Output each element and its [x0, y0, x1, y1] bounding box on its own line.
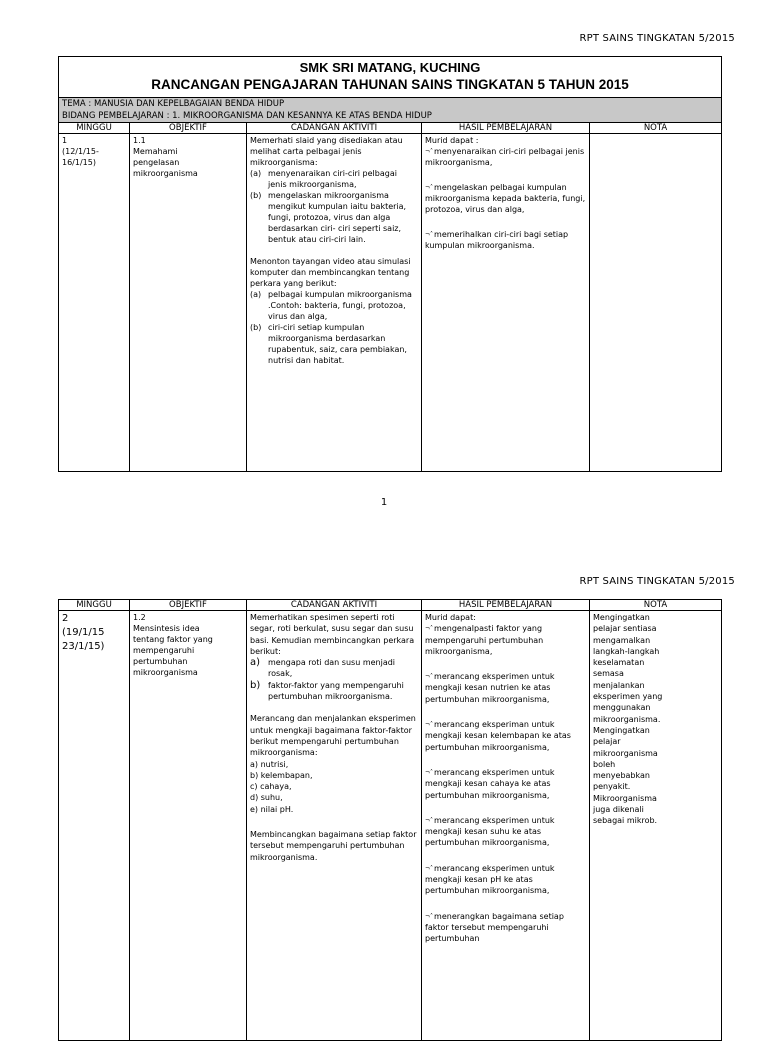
week2-objektif-no: 1.2 — [133, 613, 146, 622]
list-item: ¬˄mengenalpasti faktor yang mempengaruhi pertumbuhan mikroorganisma, — [425, 624, 544, 656]
plan-table-page-2 — [58, 599, 722, 1041]
week2-dates: (19/1/15 23/1/15) — [62, 627, 105, 652]
week2-aktiviti-list1 — [250, 657, 418, 702]
school-name: SMK SRI MATANG, KUCHING — [299, 60, 481, 75]
week2-minggu-cell — [59, 611, 130, 1041]
week1-aktiviti-list2 — [250, 289, 418, 366]
week2-aktiviti-cell — [247, 611, 422, 1041]
bullet-icon: ¬˄ — [425, 816, 434, 824]
week2-nota-cell — [590, 611, 722, 1041]
week2-nota-text: Mengingatkan pelajar sentiasa mengamalkan langkah-langkah keselamatan semasa menjalankan eksperimen yang menggunakan mikroorganisma. Mengingatkan pelajar mikroorganisma boleh menyebabkan penyakit. Mikroorganisma juga dikenali sebagai mikrob. — [593, 613, 663, 826]
list-item: ¬˄merancang eksperimen untuk mengkaji kesan suhu ke atas pertumbuhan mikroorganisma, — [425, 815, 555, 848]
week1-hasil-cell — [422, 134, 590, 472]
list-item: b) faktor-faktor yang mempengaruhi pertumbuhan mikroorganisma. — [250, 679, 404, 702]
week1-dates: (12/1/15-16/1/15) — [62, 147, 99, 167]
bullet-icon: ¬˄ — [425, 148, 434, 155]
plan-title: RANCANGAN PENGAJARAN TAHUNAN SAINS TINGKATAN 5 TAHUN 2015 — [151, 77, 629, 92]
week1-aktiviti-intro2: Menonton tayangan video atau simulasi komputer dan membincangkan tentang perkara yang berikut: — [250, 257, 411, 288]
list-item: b) kelembapan, — [250, 770, 313, 780]
bullet-icon: ¬˄ — [425, 231, 434, 238]
list-item: a) mengapa roti dan susu menjadi rosak, — [250, 657, 396, 679]
week1-aktiviti-list1 — [250, 168, 418, 245]
table-row-week-2 — [59, 611, 722, 1041]
week1-aktiviti-cell — [247, 134, 422, 472]
col-aktiviti: CADANGAN AKTIVITI — [247, 600, 422, 611]
list-item: ¬˄merancang eksperimen untuk mengkaji kesan nutrien ke atas pertumbuhan mikroorganisma, — [425, 672, 555, 704]
column-header-row — [59, 600, 722, 611]
bullet-icon: ¬˄ — [425, 673, 434, 681]
col-nota: NOTA — [590, 600, 722, 611]
col-objektif: OBJEKTIF — [130, 123, 247, 134]
page-header-2: RPT SAINS TINGKATAN 5/2015 — [579, 576, 735, 587]
list-item: ¬˄merancang eksperimen untuk mengkaji kesan pH ke atas pertumbuhan mikroorganisma, — [425, 863, 555, 896]
col-nota: NOTA — [590, 123, 722, 134]
week2-aktiviti-intro3: Membincangkan bagaimana setiap faktor tersebut mempengaruhi pertumbuhan mikroorganisma. — [250, 830, 417, 862]
list-item: ¬˄menerangkan bagaimana setiap faktor tersebut mempengaruhi pertumbuhan — [425, 911, 564, 944]
list-item: e) nilai pH. — [250, 804, 294, 814]
col-aktiviti: CADANGAN AKTIVITI — [247, 123, 422, 134]
list-item: ¬˄mengelaskan pelbagai kumpulan mikroorganisma kepada bakteria, fungi, protozoa, virus dan alga, — [425, 183, 586, 214]
document-title — [59, 57, 722, 98]
bullet-icon: ¬˄ — [425, 184, 434, 191]
list-item: (b) mengelaskan mikroorganisma mengikut kumpulan iaitu bakteria, fungi, protozoa, virus dan alga berdasarkan ciri- ciri seperti saiz, bentuk atau ciri-ciri lain. — [250, 191, 407, 244]
week1-minggu-cell — [59, 134, 130, 472]
bidang-row: BIDANG PEMBELAJARAN : 1. MIKROORGANISMA DAN KESANNYA KE ATAS BENDA HIDUP — [59, 110, 722, 123]
table-row-week-1 — [59, 134, 722, 472]
col-minggu: MINGGU — [59, 600, 130, 611]
list-item: a) nutrisi, — [250, 759, 289, 769]
week1-objektif-text: Memahami pengelasan mikroorganisma — [133, 147, 198, 178]
list-item: d) suhu, — [250, 793, 283, 803]
plan-table-page-1 — [58, 56, 722, 472]
week1-nota-cell — [590, 134, 722, 472]
col-objektif: OBJEKTIF — [130, 600, 247, 611]
week1-aktiviti-intro1: Memerhati slaid yang disediakan atau melihat carta pelbagai jenis mikroorganisma: — [250, 136, 403, 167]
bullet-icon: ¬˄ — [425, 912, 434, 920]
page-number: 1 — [380, 497, 388, 508]
week2-hasil-intro: Murid dapat: — [425, 613, 476, 622]
week2-aktiviti-intro1: Memerhatikan spesimen seperti roti segar, roti berkulat, susu segar dan susu basi. Kemudian membincangkan perkara berikut: — [250, 613, 415, 656]
bullet-icon: ¬˄ — [425, 864, 434, 872]
bullet-icon: ¬˄ — [425, 721, 434, 729]
list-item: c) cahaya, — [250, 782, 292, 792]
week2-hasil-cell — [422, 611, 590, 1041]
column-header-row — [59, 123, 722, 134]
list-item: (a) menyenaraikan ciri-ciri pelbagai jenis mikroorganisma, — [250, 169, 397, 189]
week1-objektif-no: 1.1 — [133, 136, 146, 145]
week2-aktiviti-intro2: Merancang dan menjalankan eksperimen untuk mengkaji bagaimana faktor-faktor berikut mempengaruhi pertumbuhan mikroorganisma: — [250, 714, 416, 758]
week2-objektif-text: Mensintesis idea tentang faktor yang mempengaruhi pertumbuhan mikroorganisma — [133, 624, 213, 677]
list-item: ¬˄menyenaraikan ciri-ciri pelbagai jenis mikroorganisma, — [425, 147, 585, 167]
bullet-icon: ¬˄ — [425, 768, 434, 776]
col-hasil: HASIL PEMBELAJARAN — [422, 123, 590, 134]
week2-number: 2 — [62, 613, 69, 624]
list-item: ¬˄merancang eksperiman untuk mengkaji kesan kelembapan ke atas pertumbuhan mikroorganisma, — [425, 720, 571, 752]
col-hasil: HASIL PEMBELAJARAN — [422, 600, 590, 611]
week1-number: 1 — [62, 136, 68, 145]
list-item: (b) ciri-ciri setiap kumpulan mikroorganisma berdasarkan rupabentuk, saiz, cara pembiakan, nutrisi dan habitat. — [250, 323, 407, 365]
week1-hasil-intro: Murid dapat : — [425, 136, 479, 145]
list-item: ¬˄memerihalkan ciri-ciri bagi setiap kumpulan mikroorganisma. — [425, 230, 569, 250]
col-minggu: MINGGU — [59, 123, 130, 134]
week2-objektif-cell — [130, 611, 247, 1041]
bullet-icon: ¬˄ — [425, 625, 434, 633]
list-item: (a) pelbagai kumpulan mikroorganisma .Contoh: bakteria, fungi, protozoa, virus dan alga, — [250, 290, 412, 321]
tema-row: TEMA : MANUSIA DAN KEPELBAGAIAN BENDA HIDUP — [59, 98, 722, 111]
list-item: ¬˄merancang eksperimen untuk mengkaji kesan cahaya ke atas pertumbuhan mikroorganisma, — [425, 767, 555, 800]
week1-objektif-cell — [130, 134, 247, 472]
page-header: RPT SAINS TINGKATAN 5/2015 — [579, 33, 735, 44]
